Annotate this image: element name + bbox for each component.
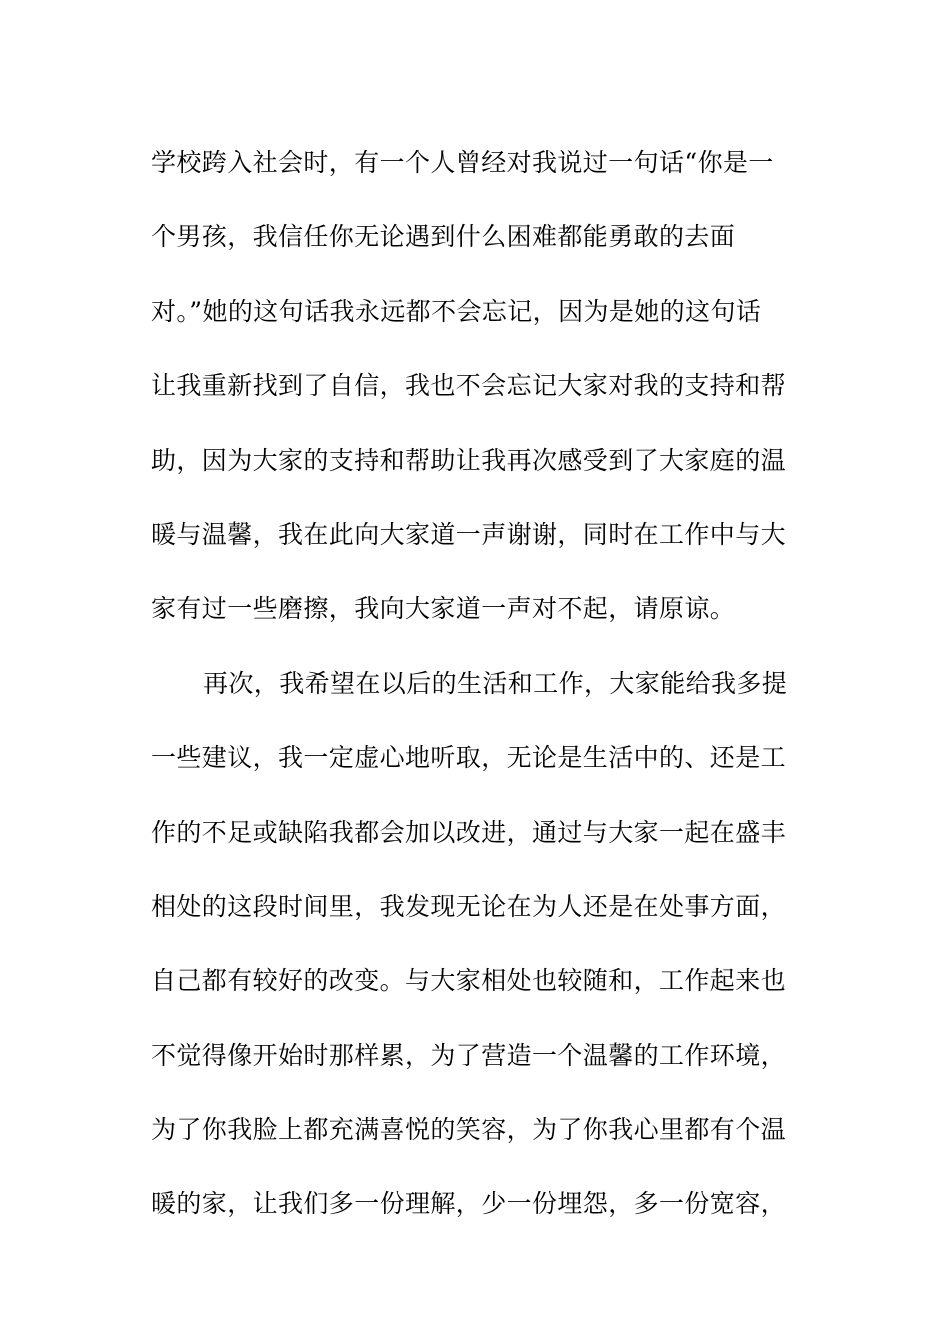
text-line: 暖的家，让我们多一份理解，少一份埋怨，多一份宽容， bbox=[151, 1189, 787, 1219]
text-line: 学校跨入社会时，有一个人曾经对我说过一句话“你是一 bbox=[151, 148, 774, 177]
text-line: 家有过一些磨擦，我向大家道一声对不起，请原谅。 bbox=[151, 594, 736, 624]
text-line: 助，因为大家的支持和帮助让我再次感受到了大家庭的温 bbox=[151, 445, 787, 475]
text-line: 个男孩，我信任你无论遇到什么困难都能勇敢的去面 bbox=[151, 222, 736, 252]
text-line-indented: 再次，我希望在以后的生活和工作，大家能给我多提 bbox=[203, 668, 788, 698]
text-line: 不觉得像开始时那样累，为了营造一个温馨的工作环境， bbox=[151, 1040, 787, 1070]
text-line: 暖与温馨，我在此向大家道一声谢谢，同时在工作中与大 bbox=[151, 519, 787, 549]
text-line: 对。”她的这句话我永远都不会忘记，因为是她的这句话 bbox=[151, 296, 762, 326]
document-body bbox=[151, 126, 801, 1316]
text-line bbox=[151, 1242, 801, 1316]
text-line: 作的不足或缺陷我都会加以改进，通过与大家一起在盛丰 bbox=[151, 817, 787, 847]
text-line: 一些建议，我一定虚心地听取，无论是生活中的、还是工 bbox=[151, 743, 787, 773]
text-line: 自己都有较好的改变。与大家相处也较随和，工作起来也 bbox=[151, 966, 787, 996]
paragraph-hopes bbox=[151, 647, 801, 1317]
paragraph-gratitude bbox=[151, 126, 801, 647]
text-line: 让我重新找到了自信，我也不会忘记大家对我的支持和帮 bbox=[151, 371, 787, 401]
text-line: 相处的这段时间里，我发现无论在为人还是在处事方面， bbox=[151, 891, 787, 921]
text-line: 为了你我脸上都充满喜悦的笑容，为了你我心里都有个温 bbox=[151, 1115, 787, 1145]
